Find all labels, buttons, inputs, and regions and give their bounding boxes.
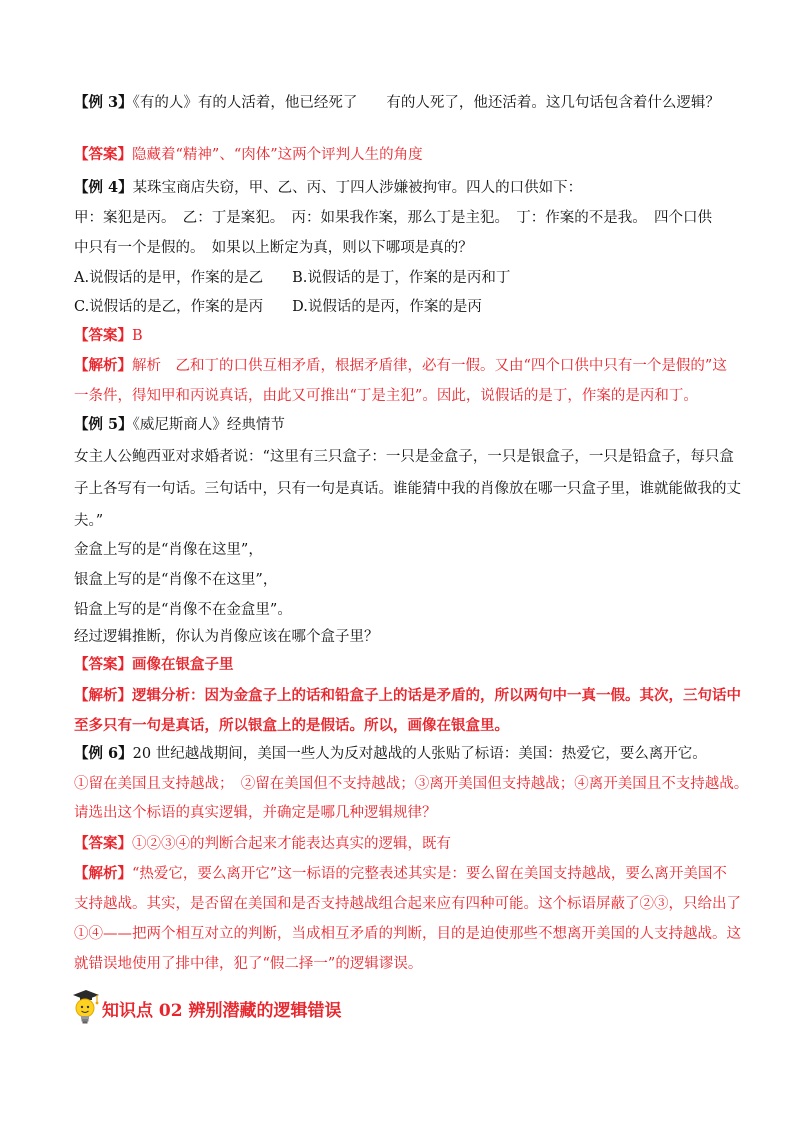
example-6-analysis	[74, 864, 727, 884]
answer-tag: 【答案】	[74, 656, 132, 673]
answer-text: 画像在银盒子里	[132, 656, 234, 673]
analysis-line: 逻辑分析：因为金盒子上的话和铅盒子上的话是矛盾的，所以两句中一真一假。其次，三句话中	[132, 687, 741, 704]
example-4-option-line: A.说假话的是甲，作案的是乙 B.说假话的是丁，作案的是丙和丁	[74, 270, 511, 286]
example-6-text: 20 世纪越战期间，美国一些人为反对越战的人张贴了标语：美国：热爱它，要么离开它。	[132, 746, 707, 762]
example-5-line: 《威尼斯商人》经典情节	[132, 417, 285, 433]
answer-tag: 【答案】	[74, 327, 132, 344]
example-5-analysis	[74, 686, 741, 706]
example-4-answer	[74, 326, 143, 346]
section-heading	[70, 985, 342, 1025]
answer-tag: 【答案】	[74, 146, 132, 163]
example-3-tag: 【例 3】	[74, 94, 133, 111]
example-6-tag: 【例 6】	[74, 745, 133, 762]
analysis-line: 就错误地使用了排中律，犯了“假二择一”的逻辑谬误。	[74, 956, 423, 972]
section-title: 知识点 02 辨别潜藏的逻辑错误	[102, 1001, 342, 1021]
example-3-text: 《有的人》有的人活着，他已经死了 有的人死了，他还活着。这几句话包含着什么逻辑？	[132, 95, 720, 111]
example-4-question	[74, 178, 582, 198]
analysis-line: “热爱它，要么离开它”这一标语的完整表述其实是：要么留在美国支持越战，要么离开美国不	[132, 866, 727, 882]
analysis-line: ①④——把两个相互对立的判断，当成相互矛盾的判断，目的是迫使那些不想离开美国的人支持越战。这	[74, 926, 741, 942]
example-3-answer	[74, 145, 423, 165]
example-4-tag: 【例 4】	[74, 179, 133, 196]
analysis-line: 一条件，得知甲和丙说真话，由此又可推出“丁是主犯”。因此，说假话的是丁，作案的是丙和丁。	[74, 388, 698, 404]
example-5-line: 女主人公鲍西亚对求婚者说：“这里有三只盒子：一只是金盒子，一只是银盒子，一只是铅盒子，每只盒	[74, 449, 734, 465]
example-4-line: 甲：案犯是丙。 乙：丁是案犯。 丙：如果我作案，那么丁是主犯。 丁：作案的不是我。 四个口供	[74, 210, 712, 226]
example-4-option-line: C.说假话的是乙，作案的是丙 D.说假话的是丙，作案的是丙	[74, 299, 482, 315]
analysis-tag: 【解析】	[74, 687, 132, 704]
graduate-mascot-icon	[70, 987, 100, 1025]
example-6-question	[74, 744, 707, 764]
analysis-line: 解析 乙和丁的口供互相矛盾，根据矛盾律，必有一假。又由“四个口供中只有一个是假的”这	[132, 358, 727, 374]
example-4-line: 某珠宝商店失窃，甲、乙、丙、丁四人涉嫌被拘审。四人的口供如下：	[132, 180, 583, 196]
example-5-question	[74, 415, 285, 435]
example-6-options: ①留在美国且支持越战； ②留在美国但不支持越战；③离开美国但支持越战；④离开美国且不支持越战。	[74, 776, 749, 792]
example-5-line: 银盒上写的是“肖像不在这里”，	[74, 572, 278, 588]
example-5-line: 经过逻辑推断，你认为肖像应该在哪个盒子里？	[74, 629, 379, 645]
example-4-line: 中只有一个是假的。 如果以上断定为真，则以下哪项是真的？	[74, 240, 473, 256]
answer-text: ①②③④的判断合起来才能表达真实的逻辑，既有	[132, 836, 451, 852]
example-4-analysis	[74, 356, 727, 376]
example-6-answer	[74, 834, 451, 854]
example-3-question	[74, 93, 720, 113]
analysis-line: 至多只有一句是真话，所以银盒上的是假话。所以，画像在银盒里。	[74, 717, 509, 734]
example-5-line: 金盒上写的是“肖像在这里”，	[74, 542, 263, 558]
example-5-line: 子上各写有一句话。三句话中，只有一句是真话。谁能猜中我的肖像放在哪一只盒子里，谁就能做我的丈	[74, 481, 741, 497]
example-5-line: 铅盒上写的是“肖像不在金盒里”。	[74, 602, 292, 618]
answer-tag: 【答案】	[74, 835, 132, 852]
example-5-tag: 【例 5】	[74, 416, 133, 433]
answer-text: 隐藏着“精神”、“肉体”这两个评判人生的角度	[132, 147, 423, 163]
example-6-prompt: 请选出这个标语的真实逻辑，并确定是哪几种逻辑规律？	[74, 805, 437, 821]
example-5-line: 夫。”	[74, 513, 104, 529]
example-5-answer	[74, 655, 234, 675]
analysis-tag: 【解析】	[74, 357, 132, 374]
analysis-line: 支持越战。其实，是否留在美国和是否支持越战组合起来应有四种可能。这个标语屏蔽了②③，只给出了	[74, 896, 741, 912]
analysis-tag: 【解析】	[74, 865, 132, 882]
answer-text: B	[132, 328, 143, 344]
